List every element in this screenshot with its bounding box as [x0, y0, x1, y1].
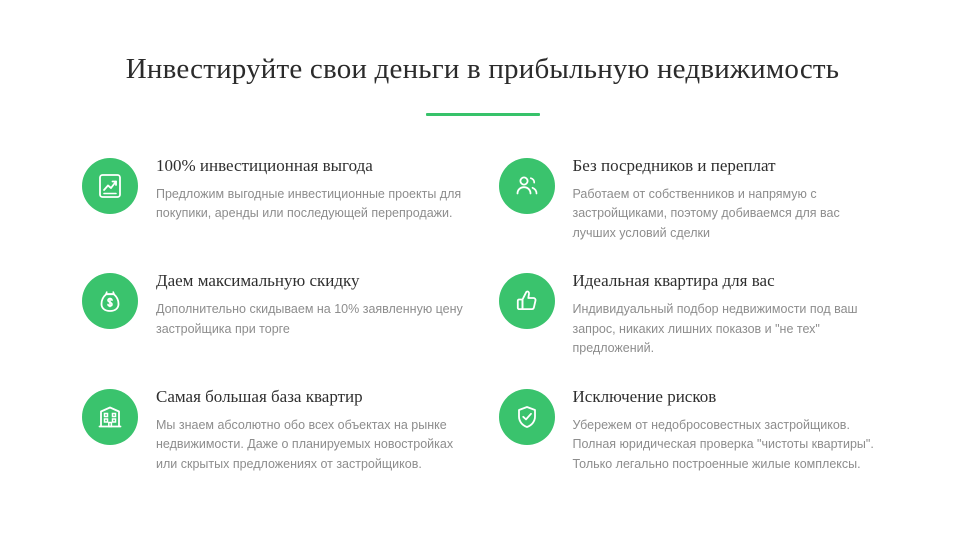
shield-check-icon — [499, 389, 555, 445]
feature-description: Мы знаем абсолютно обо всех объектах на рынке недвижимости. Даже о планируемых новостройках или скрытых предложениях от застройщиков. — [156, 417, 454, 471]
title-underline-divider — [426, 113, 540, 116]
features-grid — [0, 154, 965, 474]
feature-text — [555, 154, 884, 243]
feature-description: Работаем от собственников и напрямую с застройщиками, поэтому добиваемся для вас лучших условий сделки — [572, 187, 840, 240]
feature-item — [82, 385, 467, 474]
thumbs-up-icon — [499, 273, 555, 329]
users-group-icon — [499, 158, 555, 214]
feature-description: Убережем от недобросовестных застройщиков. Полная юридическая проверка "чистоты квартиры". Только легально построенные жилые комплексы. — [572, 417, 874, 471]
buildings-icon — [82, 389, 138, 445]
feature-description: Индивидуальный подбор недвижимости под ваш запрос, никаких лишних показов и "не тех" предложений. — [572, 302, 858, 356]
money-bag-icon — [82, 273, 138, 329]
feature-item — [82, 154, 467, 243]
feature-title: Без посредников и переплат — [572, 155, 776, 175]
feature-title: 100% инвестиционная выгода — [156, 155, 373, 175]
feature-title: Даем максимальную скидку — [156, 271, 360, 291]
feature-text — [555, 269, 884, 358]
chart-growth-icon — [82, 158, 138, 214]
feature-text — [555, 385, 884, 474]
feature-item — [82, 269, 467, 358]
feature-item — [499, 269, 884, 358]
feature-text — [138, 385, 467, 474]
feature-item — [499, 154, 884, 243]
page-title: Инвестируйте свои деньги в прибыльную недвижимость — [125, 53, 840, 85]
feature-item — [499, 385, 884, 474]
feature-text — [138, 269, 467, 339]
feature-description: Предложим выгодные инвестиционные проекты для покупики, аренды или последующей перепродажи. — [156, 187, 462, 221]
feature-title: Исключение рисков — [572, 386, 717, 406]
feature-text — [138, 154, 467, 224]
feature-title: Самая большая база квартир — [156, 386, 363, 406]
feature-title: Идеальная квартира для вас — [572, 271, 775, 291]
feature-description: Дополнительно скидываем на 10% заявленную цену застройщика при торге — [156, 302, 463, 336]
